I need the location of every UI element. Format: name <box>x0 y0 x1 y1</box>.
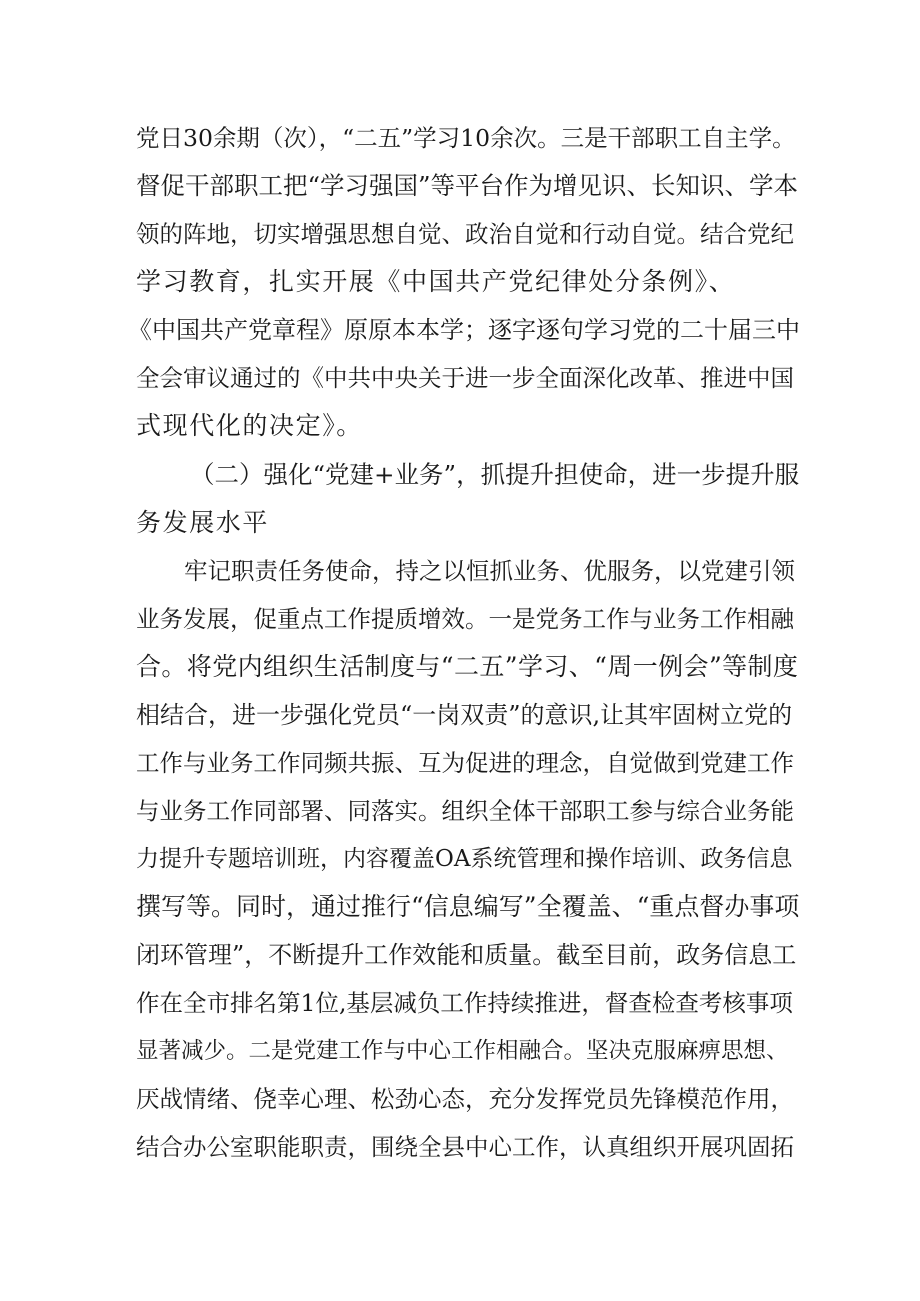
text-line: 撰写等。同时，通过推行“信息编写”全覆盖、“重点督办事项 <box>136 892 800 921</box>
text-line: 厌战情绪、侥幸心理、松劲心态，充分发挥党员先锋模范作用， <box>136 1085 794 1113</box>
text-line: 与业务工作同部署、同落实。组织全体干部职工参与综合业务能 <box>136 797 794 825</box>
text-line: 业务发展，促重点工作提质增效。一是党务工作与业务工作相融 <box>136 605 794 633</box>
text-line: 牢记职责任务使命，持之以恒抓业务、优服务，以党建引领 <box>184 557 795 585</box>
text-line: 力提升专题培训班，内容覆盖OA系统管理和操作培训、政务信息 <box>136 846 793 872</box>
text-line: 党日30余期（次），“二五”学习10余次。三是干部职工自主学。 <box>136 124 796 152</box>
text-line: 作在全市排名第1位,基层减负工作持续推进，督查检查考核事项 <box>136 989 793 1017</box>
text-line: 全会审议通过的《中共中央关于进一步全面深化改革、推进中国 <box>136 364 794 392</box>
text-line: 合。将党内组织生活制度与“二五”学习、“周一例会”等制度 <box>136 652 799 681</box>
text-line: 式现代化的决定》。 <box>136 411 363 440</box>
text-line: 相结合，进一步强化党员“一岗双责”的意识,让其牢固树立党的 <box>136 701 793 729</box>
text-line: 《中国共产党章程》原原本本学；逐字逐句学习党的二十届三中 <box>128 316 800 344</box>
text-line: 工作与业务工作同频共振、互为促进的理念，自觉做到党建工作 <box>136 749 794 777</box>
text-line: 督促干部职工把“学习强国”等平台作为增见识、长知识、学本 <box>136 171 799 200</box>
section-heading-continued: 务发展水平 <box>136 508 270 537</box>
text-line: 结合办公室职能职责，围绕全县中心工作，认真组织开展巩固拓 <box>136 1133 794 1161</box>
text-line: 显著减少。二是党建工作与中心工作相融合。坚决克服麻痹思想、 <box>136 1038 789 1064</box>
text-line: 学习教育，扎实开展《中国共产党纪律处分条例》、 <box>136 267 736 296</box>
section-heading: （二）强化“党建+业务”，抓提升担使命，进一步提升服 <box>190 460 800 489</box>
text-line: 闭环管理”，不断提升工作效能和质量。截至目前，政务信息工 <box>136 941 797 969</box>
text-line: 领的阵地，切实增强思想自觉、政治自觉和行动自觉。结合党纪 <box>136 220 794 248</box>
